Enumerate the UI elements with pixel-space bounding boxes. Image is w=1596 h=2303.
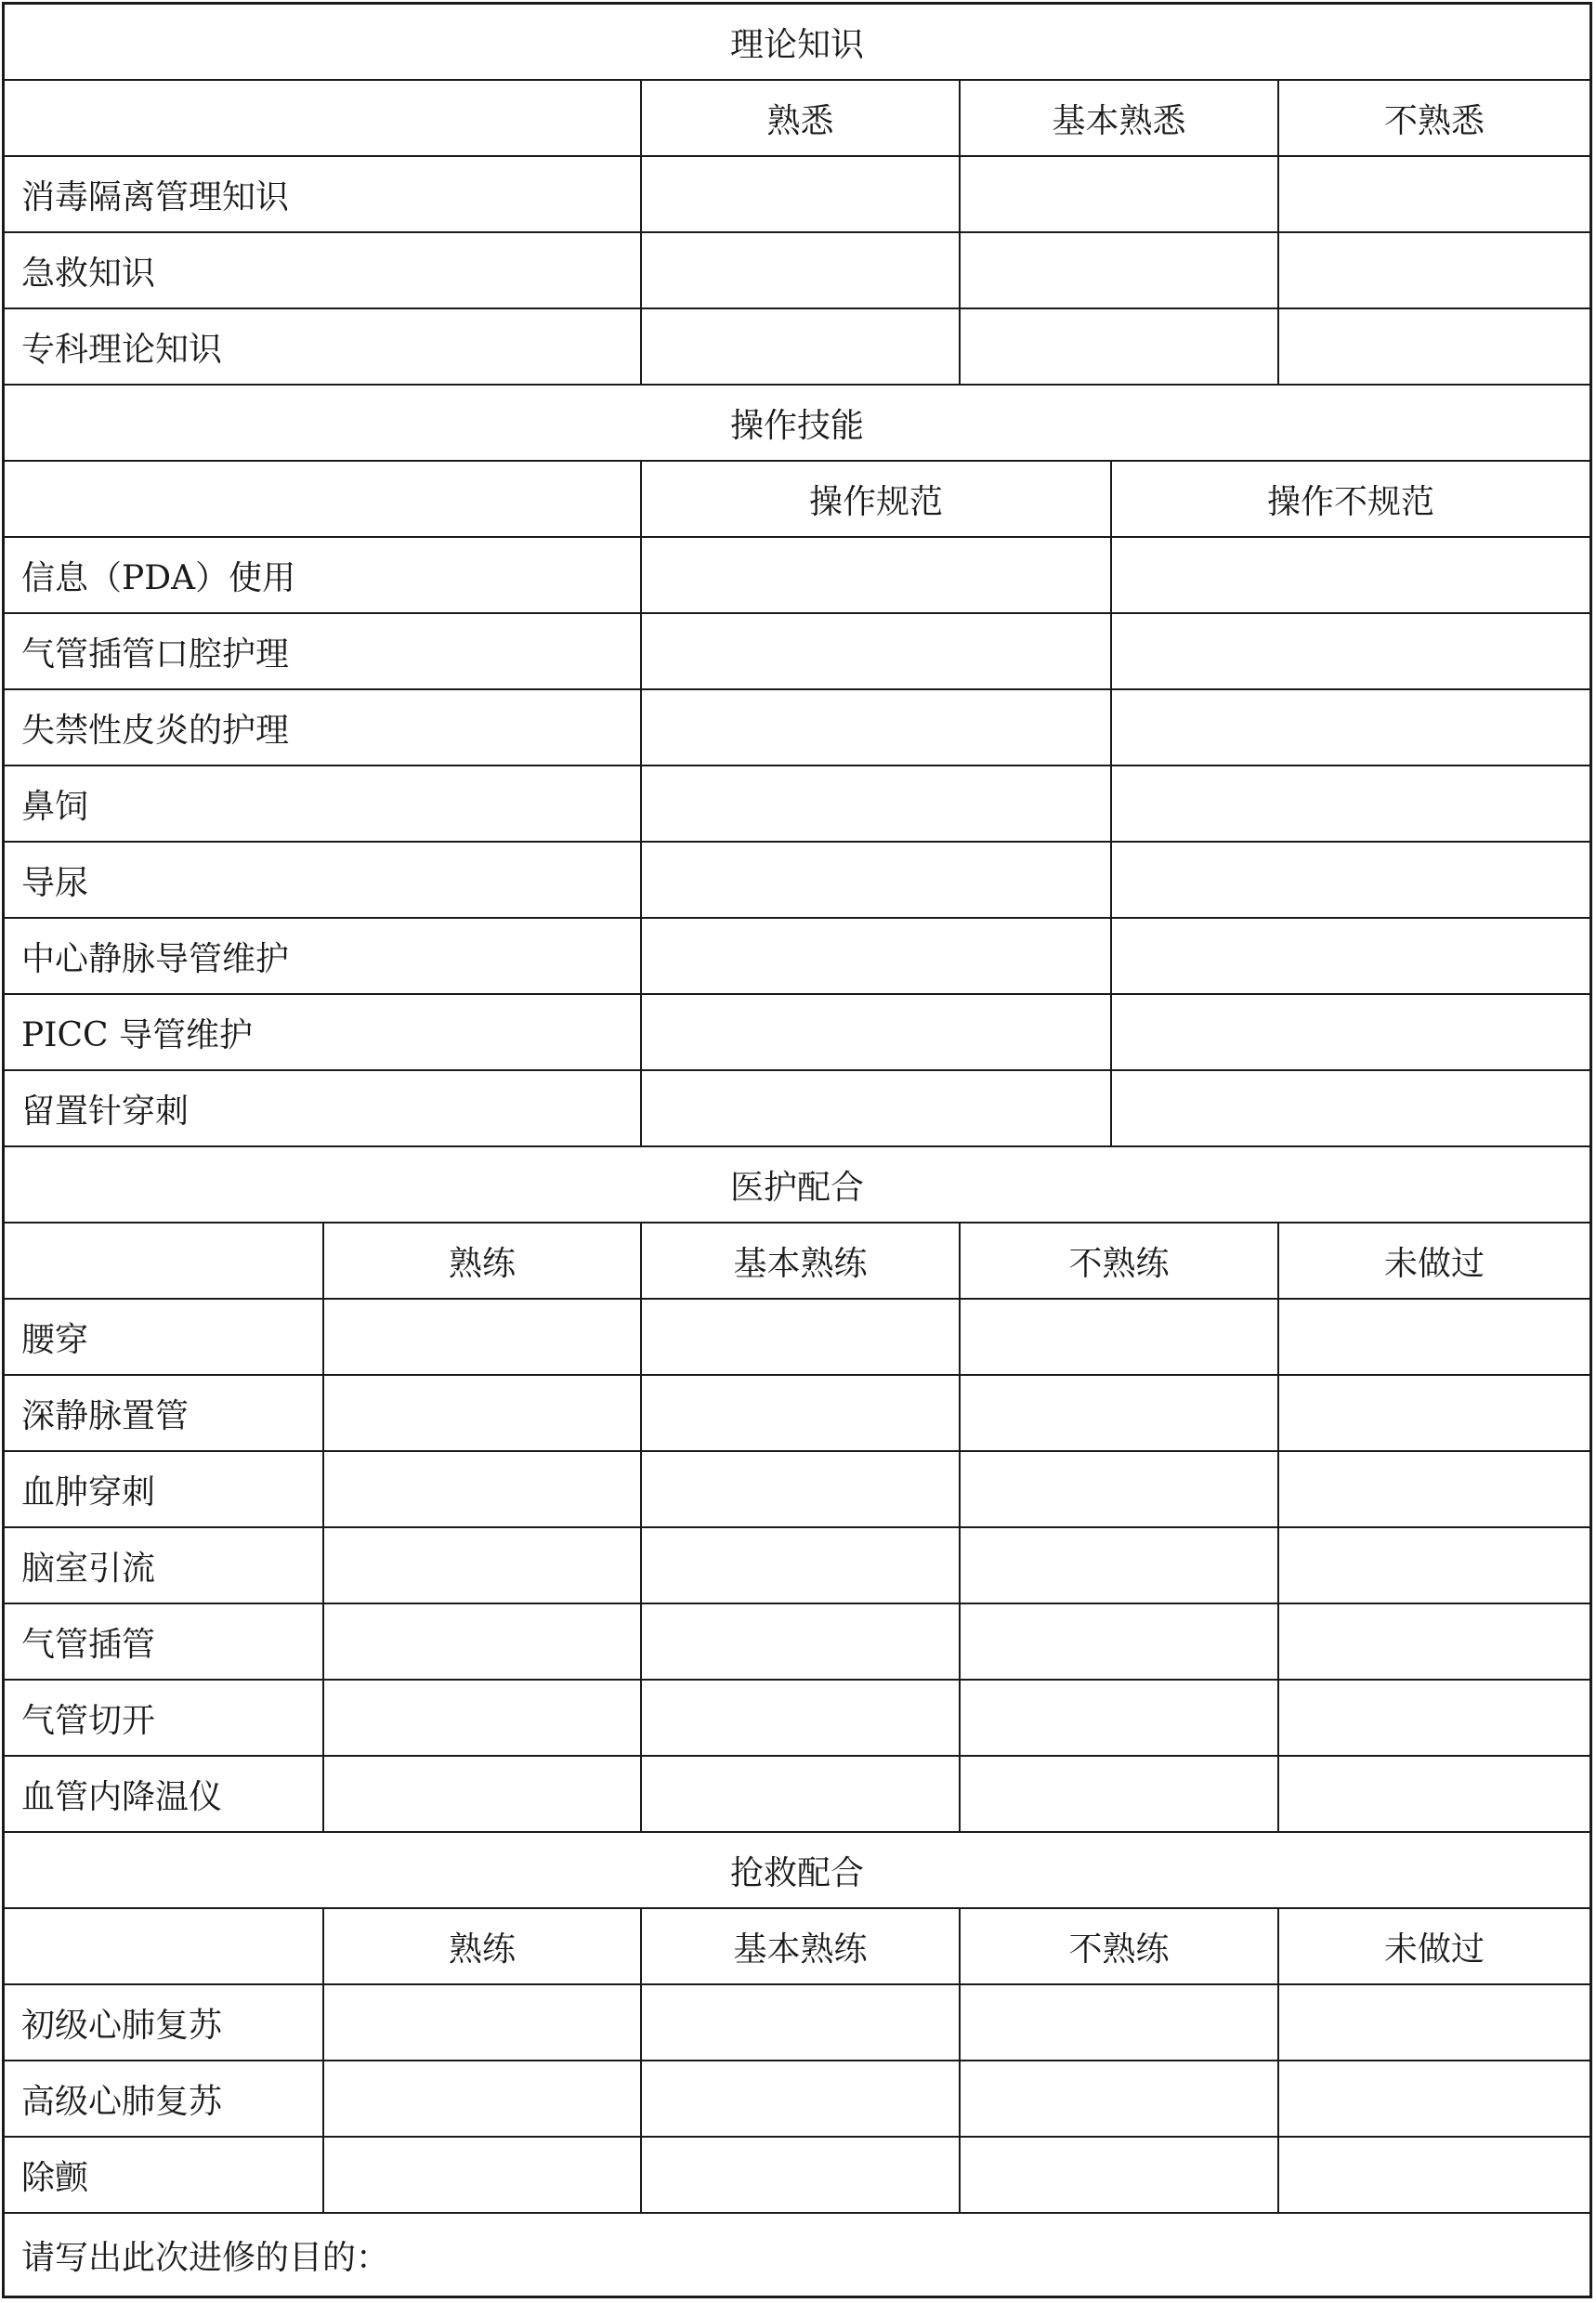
rating-cell[interactable] (322, 1452, 640, 1526)
rating-cell[interactable] (640, 690, 1110, 765)
row-label: 留置针穿刺 (21, 1092, 190, 1131)
empty-header-cell (5, 462, 640, 536)
column-header: 操作规范 (640, 462, 1110, 536)
rating-cell[interactable] (1277, 309, 1589, 384)
section-header-skills (5, 386, 1589, 462)
row-label: 初级心肺复苏 (21, 2006, 223, 2045)
rating-cell[interactable] (959, 309, 1277, 384)
section-title: 操作技能 (729, 406, 864, 445)
table-row (5, 1300, 1589, 1376)
rating-cell[interactable] (640, 843, 1110, 917)
rating-cell[interactable] (640, 995, 1110, 1069)
column-header: 不熟练 (959, 1223, 1277, 1298)
row-label: 消毒隔离管理知识 (21, 177, 290, 216)
row-label: PICC 导管维护 (21, 1015, 253, 1054)
column-header: 未做过 (1277, 1909, 1589, 1983)
table-row (5, 1681, 1589, 1757)
table-row (5, 1604, 1589, 1681)
column-header: 熟练 (322, 1223, 640, 1298)
rating-cell[interactable] (1277, 1757, 1589, 1831)
rating-cell[interactable] (640, 1528, 959, 1603)
row-label: 专科理论知识 (21, 330, 223, 369)
rating-cell[interactable] (959, 1452, 1277, 1526)
rating-cell[interactable] (322, 1528, 640, 1603)
rating-cell[interactable] (640, 1681, 959, 1755)
table-row (5, 538, 1589, 614)
rating-cell[interactable] (1277, 233, 1589, 308)
rating-cell[interactable] (640, 1985, 959, 2060)
empty-header-cell (5, 1223, 322, 1298)
rating-cell[interactable] (959, 2138, 1277, 2212)
row-label: 高级心肺复苏 (21, 2082, 223, 2121)
column-header: 不熟悉 (1277, 81, 1589, 155)
rating-cell[interactable] (959, 1681, 1277, 1755)
rating-cell[interactable] (1277, 2061, 1589, 2136)
rating-cell[interactable] (640, 233, 959, 308)
column-header-row (5, 1909, 1589, 1985)
rating-cell[interactable] (322, 1757, 640, 1831)
column-header: 基本熟悉 (959, 81, 1277, 155)
rating-cell[interactable] (322, 1604, 640, 1679)
rating-cell[interactable] (640, 766, 1110, 841)
rating-cell[interactable] (1277, 1681, 1589, 1755)
section-header-rescue (5, 1833, 1589, 1909)
row-label: 气管切开 (21, 1701, 156, 1740)
empty-header-cell (5, 1909, 322, 1983)
row-label: 血肿穿刺 (21, 1472, 156, 1511)
purpose-row (5, 2214, 1589, 2296)
table-row (5, 690, 1589, 766)
column-header: 基本熟练 (640, 1223, 959, 1298)
rating-cell[interactable] (959, 157, 1277, 231)
column-header: 基本熟练 (640, 1909, 959, 1983)
table-row (5, 1071, 1589, 1147)
rating-cell[interactable] (1110, 614, 1589, 688)
table-row (5, 1452, 1589, 1528)
row-label: 中心静脉导管维护 (21, 939, 290, 978)
row-label: 鼻饲 (21, 787, 89, 826)
row-label: 除颤 (21, 2158, 89, 2197)
table-row (5, 843, 1589, 919)
table-row (5, 614, 1589, 690)
section-title: 医护配合 (729, 1168, 864, 1207)
row-label: 信息（PDA）使用 (21, 558, 296, 597)
rating-cell[interactable] (322, 1300, 640, 1374)
table-row (5, 2061, 1589, 2138)
rating-cell[interactable] (959, 1376, 1277, 1450)
rating-cell[interactable] (322, 1681, 640, 1755)
rating-cell[interactable] (959, 1300, 1277, 1374)
rating-cell[interactable] (640, 1757, 959, 1831)
row-label: 深静脉置管 (21, 1396, 190, 1435)
rating-cell[interactable] (640, 1604, 959, 1679)
rating-cell[interactable] (640, 538, 1110, 612)
rating-cell[interactable] (640, 2061, 959, 2136)
column-header-row (5, 1223, 1589, 1300)
rating-cell[interactable] (640, 309, 959, 384)
section-title: 理论知识 (729, 25, 864, 64)
column-header: 不熟练 (959, 1909, 1277, 1983)
column-header: 未做过 (1277, 1223, 1589, 1298)
row-label: 气管插管 (21, 1625, 156, 1664)
table-row (5, 995, 1589, 1071)
rating-cell[interactable] (640, 614, 1110, 688)
rating-cell[interactable] (1110, 766, 1589, 841)
row-label: 导尿 (21, 863, 89, 902)
rating-cell[interactable] (959, 1985, 1277, 2060)
empty-header-cell (5, 81, 640, 155)
rating-cell[interactable] (322, 2138, 640, 2212)
rating-cell[interactable] (640, 1452, 959, 1526)
column-header-row (5, 81, 1589, 157)
rating-cell[interactable] (1110, 843, 1589, 917)
rating-cell[interactable] (322, 1376, 640, 1450)
row-label: 急救知识 (21, 254, 156, 293)
rating-cell[interactable] (1277, 2138, 1589, 2212)
rating-cell[interactable] (640, 1300, 959, 1374)
table-row (5, 919, 1589, 995)
rating-cell[interactable] (1110, 919, 1589, 993)
section-title: 抢救配合 (729, 1853, 864, 1892)
section-header-medical (5, 1147, 1589, 1223)
rating-cell[interactable] (959, 2061, 1277, 2136)
table-row (5, 309, 1589, 386)
table-row (5, 1985, 1589, 2061)
table-row (5, 1528, 1589, 1604)
rating-cell[interactable] (1110, 995, 1589, 1069)
row-label: 血管内降温仪 (21, 1777, 223, 1816)
rating-cell[interactable] (640, 919, 1110, 993)
row-label: 腰穿 (21, 1320, 89, 1359)
table-row (5, 2138, 1589, 2214)
rating-cell[interactable] (1277, 1376, 1589, 1450)
rating-cell[interactable] (322, 2061, 640, 2136)
column-header: 熟练 (322, 1909, 640, 1983)
row-label: 失禁性皮炎的护理 (21, 711, 290, 750)
rating-cell[interactable] (640, 157, 959, 231)
rating-cell[interactable] (322, 1985, 640, 2060)
section-header-theory (5, 5, 1589, 81)
rating-cell[interactable] (959, 1604, 1277, 1679)
rating-cell[interactable] (1277, 1985, 1589, 2060)
rating-cell[interactable] (959, 1757, 1277, 1831)
rating-cell[interactable] (1277, 1528, 1589, 1603)
column-header: 熟悉 (640, 81, 959, 155)
column-header: 操作不规范 (1110, 462, 1589, 536)
table-row (5, 157, 1589, 233)
purpose-prompt[interactable]: 请写出此次进修的目的： (21, 2238, 390, 2277)
rating-cell[interactable] (959, 233, 1277, 308)
rating-cell[interactable] (1277, 1452, 1589, 1526)
rating-cell[interactable] (640, 1376, 959, 1450)
rating-cell[interactable] (1110, 690, 1589, 765)
table-row (5, 766, 1589, 843)
rating-cell[interactable] (1277, 1300, 1589, 1374)
table-row (5, 1376, 1589, 1452)
training-assessment-form (2, 2, 1592, 2298)
rating-cell[interactable] (640, 1071, 1110, 1145)
row-label: 气管插管口腔护理 (21, 635, 290, 674)
rating-cell[interactable] (959, 1528, 1277, 1603)
row-label: 脑室引流 (21, 1549, 156, 1588)
column-header-row (5, 462, 1589, 538)
rating-cell[interactable] (1277, 1604, 1589, 1679)
rating-cell[interactable] (1110, 538, 1589, 612)
table-row (5, 1757, 1589, 1833)
rating-cell[interactable] (640, 2138, 959, 2212)
rating-cell[interactable] (1110, 1071, 1589, 1145)
table-row (5, 233, 1589, 309)
rating-cell[interactable] (1277, 157, 1589, 231)
